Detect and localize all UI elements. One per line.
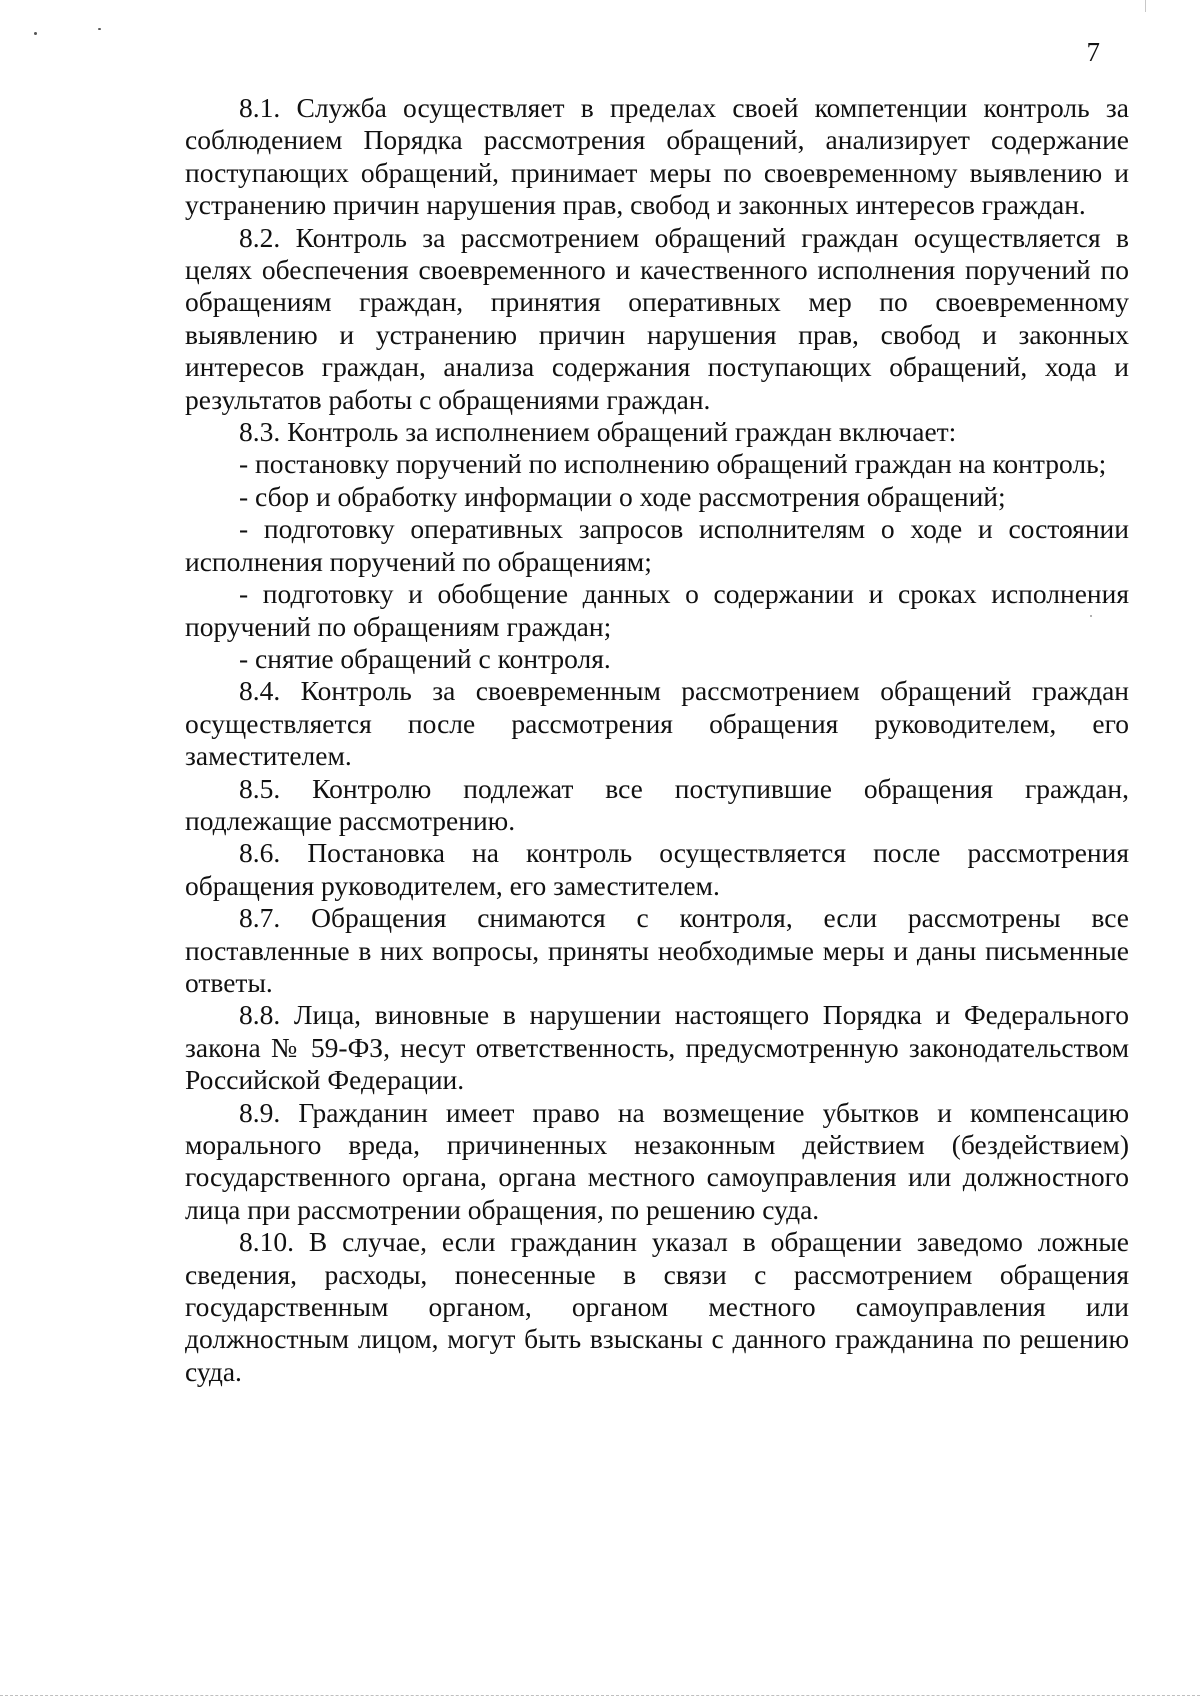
paragraph-8-3: 8.3. Контроль за исполнением обращений граждан включает: — [239, 416, 957, 448]
paragraph-8-10: 8.10. В случае, если гражданин указал в обращении заведомо ложные сведения, расходы, понесенные в связи с рассмотрением обращения государственным органом, органом местного самоуправления или должностным лицом, могут быть взысканы с данного гражданина по решению суда. — [185, 1226, 1129, 1387]
list-item-info-collection: - сбор и обработку информации о ходе рассмотрения обращений; — [239, 480, 1006, 512]
paragraph-8-4: 8.4. Контроль за своевременным рассмотрением обращений граждан осуществляется после рассмотрения обращения руководителем, его заместителем. — [185, 675, 1129, 772]
list-item-control-setting: - постановку поручений по исполнению обращений граждан на контроль; — [239, 448, 1107, 480]
paragraph-8-6: 8.6. Постановка на контроль осуществляется после рассмотрения обращения руководителем, его заместителем. — [185, 837, 1129, 901]
scan-bottom-edge — [0, 1695, 1200, 1696]
list-item-data-summary: - подготовку и обобщение данных о содержании и сроках исполнения поручений по обращениям граждан; — [185, 578, 1129, 642]
paragraph-8-8: 8.8. Лица, виновные в нарушении настоящего Порядка и Федерального закона № 59-ФЗ, несут ответственность, предусмотренную законодательством Российской Федерации. — [185, 999, 1129, 1096]
paragraph-8-9: 8.9. Гражданин имеет право на возмещение убытков и компенсацию морального вреда, причиненных незаконным действием (бездействием) государственного органа, органа местного самоуправления или должностного лица при рассмотрении обращения, по решению суда. — [185, 1096, 1129, 1225]
scan-speck — [34, 32, 37, 35]
paragraph-8-1: 8.1. Служба осуществляет в пределах своей компетенции контроль за соблюдением Порядка рассмотрения обращений, анализирует содержание поступающих обращений, принимает меры по своевременному выявлению и устранению причин нарушения прав, свобод и законных интересов граждан. — [185, 92, 1129, 221]
page-number: 7 — [1086, 37, 1100, 67]
scan-edge-mark — [1145, 0, 1146, 12]
scan-speck — [98, 28, 101, 30]
paragraph-8-2: 8.2. Контроль за рассмотрением обращений граждан осуществляется в целях обеспечения своевременного и качественного исполнения поручений по обращениям граждан, принятия оперативных мер по своевременному выявлению и устранению причин нарушения прав, свобод и законных интересов граждан, анализа содержания поступающих обращений, хода и результатов работы с обращениями граждан. — [185, 221, 1129, 415]
paragraph-8-5: 8.5. Контролю подлежат все поступившие обращения граждан, подлежащие рассмотрению. — [185, 772, 1129, 836]
paragraph-8-7: 8.7. Обращения снимаются с контроля, если рассмотрены все поставленные в них вопросы, приняты необходимые меры и даны письменные ответы. — [185, 902, 1129, 998]
list-item-control-removal: - снятие обращений с контроля. — [239, 642, 611, 674]
list-item-operative-requests: - подготовку оперативных запросов исполнителям о ходе и состоянии исполнения поручений по обращениям; — [185, 513, 1129, 577]
document-body — [185, 92, 1129, 1388]
